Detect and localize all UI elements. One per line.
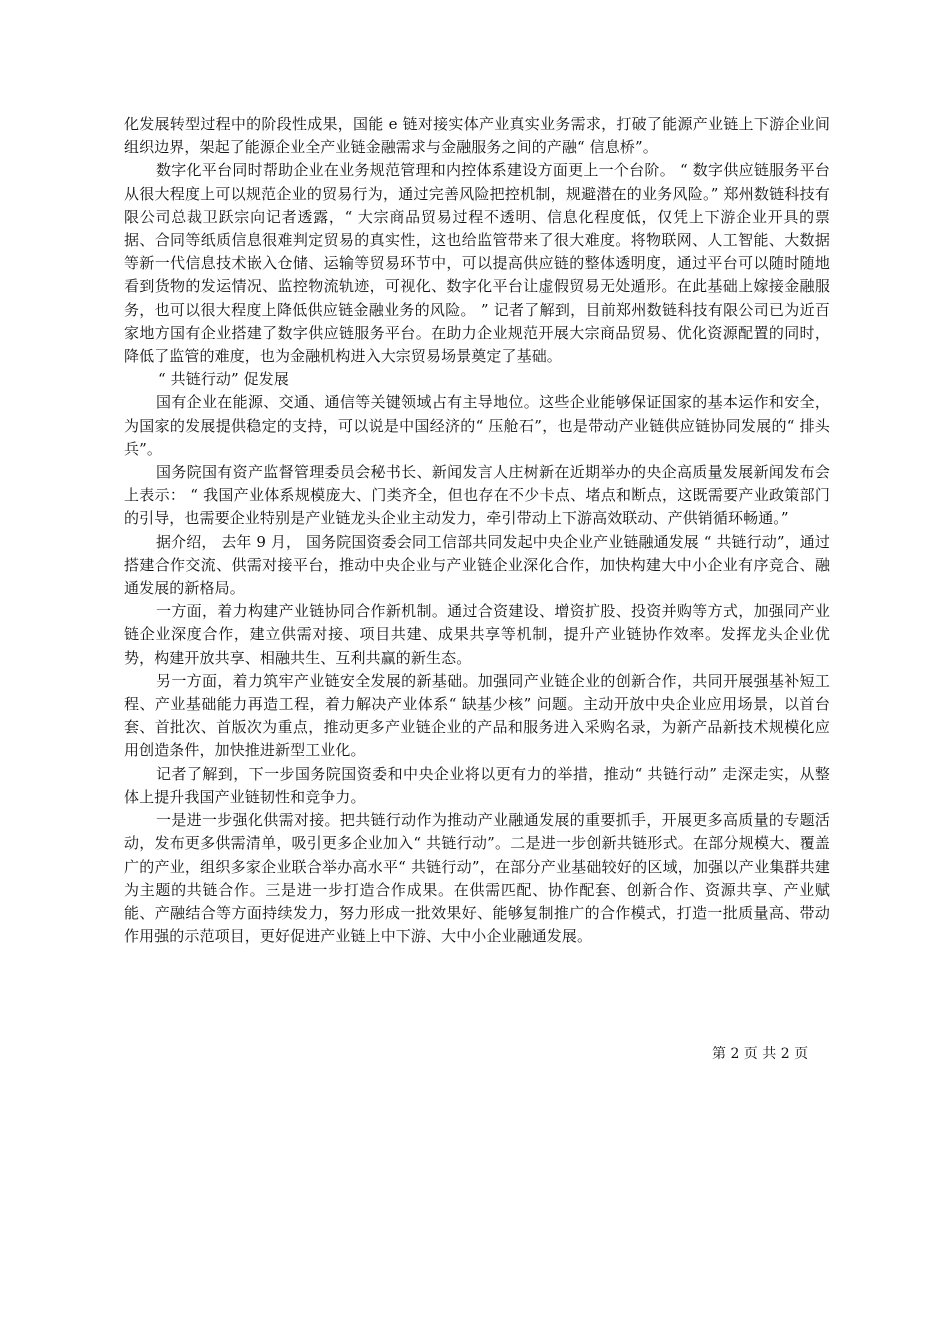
section-heading: “ 共链行动” 促发展 [158, 370, 289, 389]
paragraph: 一方面，着力构建产业链协同合作新机制。通过合资建设、增资扩股、投资并购等方式，加强同产业链企业深度合作，建立供需对接、项目共建、成果共享等机制，提升产业链协作效率。发挥龙头企业优势，构建开放共享、相融共生、互利共赢的新生态。 [124, 602, 830, 667]
page-number-footer: 第 2 页 共 2 页 [712, 1046, 809, 1062]
paragraph: 据介绍， 去年 9 月， 国务院国资委会同工信部共同发起中央企业产业链融通发展 “ 共链行动”，通过搭建合作交流、供需对接平台，推动中央企业与产业链企业深化合作，加快构建大中小企业有序竞合、融通发展的新格局。 [124, 532, 830, 598]
paragraph: 记者了解到，下一步国务院国资委和中央企业将以更有力的举措，推动“ 共链行动” 走深走实，从整体上提升我国产业链韧性和竞争力。 [124, 764, 830, 806]
paragraph: 国务院国有资产监督管理委员会秘书长、新闻发言人庄树新在近期举办的央企高质量发展新闻发布会上表示： “ 我国产业体系规模庞大、门类齐全，但也存在不少卡点、堵点和断点，这既需要产业政策部门的引导，也需要企业特别是产业链龙头企业主动发力，牵引带动上下游高效联动、产供销循环畅通。” [124, 463, 830, 528]
paragraph: 一是进一步强化供需对接。把共链行动作为推动产业融通发展的重要抓手，开展更多高质量的专题活动，发布更多供需清单，吸引更多企业加入“ 共链行动”。二是进一步创新共链形式。在部分规模大、覆盖广的产业，组织多家企业联合举办高水平“ 共链行动”，在部分产业基础较好的区域，加强以产业集群共建为主题的共链合作。三是进一步打造合作成果。在供需匹配、协作配套、创新合作、资源共享、产业赋能、产融结合等方面持续发力，努力形成一批效果好、能够复制推广的合作模式，打造一批质量高、带动作用强的示范项目，更好促进产业链上中下游、大中小企业融通发展。 [124, 811, 830, 946]
paragraph: 数字化平台同时帮助企业在业务规范管理和内控体系建设方面更上一个台阶。 “ 数字供应链服务平台从很大程度上可以规范企业的贸易行为，通过完善风险把控机制，规避潜在的业务风险。” 郑州数链科技有限公司总裁卫跃宗向记者透露，“ 大宗商品贸易过程不透明、信息化程度低，仅凭上下游企业开具的票据、合同等纸质信息很难判定贸易的真实性，这也给监管带来了很大难度。将物联网、人工智能、大数据等新一代信息技术嵌入仓储、运输等贸易环节中，可以提高供应链的整体透明度，通过平台可以随时随地看到货物的发运情况、监控物流轨迹，可视化、数字化平台让虚假贸易无处遁形。在此基础上嫁接金融服务，也可以很大程度上降低供应链金融业务的风险。 ” 记者了解到，目前郑州数链科技有限公司已为近百家地方国有企业搭建了数字供应链服务平台。在助力企业规范开展大宗商品贸易、优化资源配置的同时，降低了监管的难度，也为金融机构进入大宗贸易场景奠定了基础。 [124, 161, 830, 366]
paragraph-continuation: 化发展转型过程中的阶段性成果，国能 e 链对接实体产业真实业务需求，打破了能源产业链上下游企业间组织边界，架起了能源企业全产业链金融需求与金融服务之间的产融“ 信息桥”。 [124, 115, 830, 157]
paragraph: 另一方面，着力筑牢产业链安全发展的新基础。加强同产业链企业的创新合作，共同开展强基补短工程、产业基础能力再造工程，着力解决产业体系“ 缺基少核” 问题。主动开放中央企业应用场景，以首台套、首批次、首版次为重点，推动更多产业链企业的产品和服务进入采购名录，为新产品新技术规模化应用创造条件，加快推进新型工业化。 [124, 671, 830, 760]
paragraph: 国有企业在能源、交通、通信等关键领域占有主导地位。这些企业能够保证国家的基本运作和安全，为国家的发展提供稳定的支持，可以说是中国经济的“ 压舱石”，也是带动产业链供应链协同发展的“ 排头兵”。 [124, 393, 830, 458]
article-body [124, 113, 830, 948]
